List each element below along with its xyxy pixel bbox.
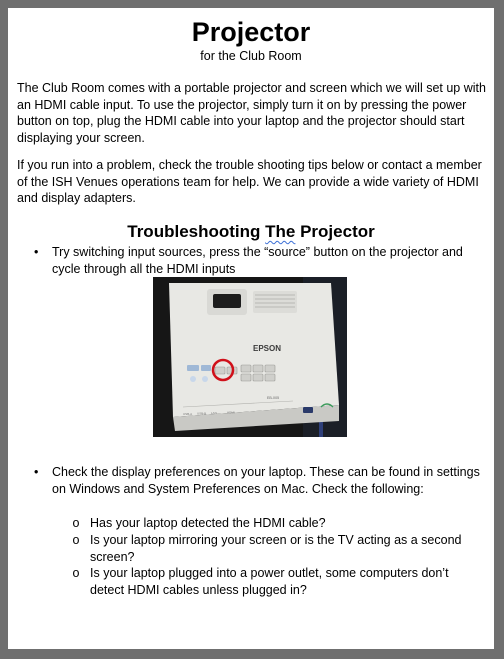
circle-bullet-icon: o: [72, 516, 80, 530]
port-label-usb-b: USB-B: [197, 411, 207, 416]
check-hdmi-detected: Has your laptop detected the HDMI cable?: [90, 516, 326, 530]
spellcheck-marked-word: The: [265, 222, 296, 241]
page-title: Projector: [191, 17, 311, 47]
document-page: [8, 8, 494, 649]
tip-switch-input: Try switching input sources, press the “source” button on the projector and cycle through all the HDMI inputs: [52, 245, 463, 276]
port-label-hdmi: HDMI: [227, 410, 235, 415]
circle-bullet-icon: o: [72, 533, 80, 547]
bullet-icon: •: [34, 465, 39, 479]
projector-photo: [153, 277, 347, 437]
intro-paragraph: The Club Room comes with a portable projector and screen which we will set up with an HDMI cable input. To use the projector, simply turn it on by pressing the power button on top, plug the HDMI cable into your laptop and the projector should start displaying your screen.: [17, 81, 486, 145]
port-label-lan: LAN: [211, 411, 217, 415]
page-subtitle: for the Club Room: [200, 49, 302, 63]
check-power-outlet: Is your laptop plugged into a power outlet, some computers don’t detect HDMI cables unless plugged in?: [90, 566, 449, 597]
heading-text-start: Troubleshooting: [127, 222, 266, 241]
tip-display-preferences: Check the display preferences on your laptop. These can be found in settings on Windows and System Preferences on Mac. Check the following:: [52, 465, 480, 496]
port-label-usb-a: USB-A: [183, 412, 193, 416]
projector-illustration: [153, 277, 347, 437]
projector-brand: EPSON: [253, 344, 282, 353]
check-mirroring: Is your laptop mirroring your screen or is the TV acting as a second screen?: [90, 533, 462, 564]
projector-model: EB-X05: [267, 396, 280, 400]
section-heading: [8, 221, 494, 243]
heading-text-end: Projector: [295, 222, 375, 241]
help-paragraph: If you run into a problem, check the trouble shooting tips below or contact a member of the ISH Venues operations team for help. We can provide a wide variety of HDMI and display adapters.: [17, 158, 482, 205]
circle-bullet-icon: o: [72, 566, 80, 580]
bullet-icon: •: [34, 245, 39, 259]
